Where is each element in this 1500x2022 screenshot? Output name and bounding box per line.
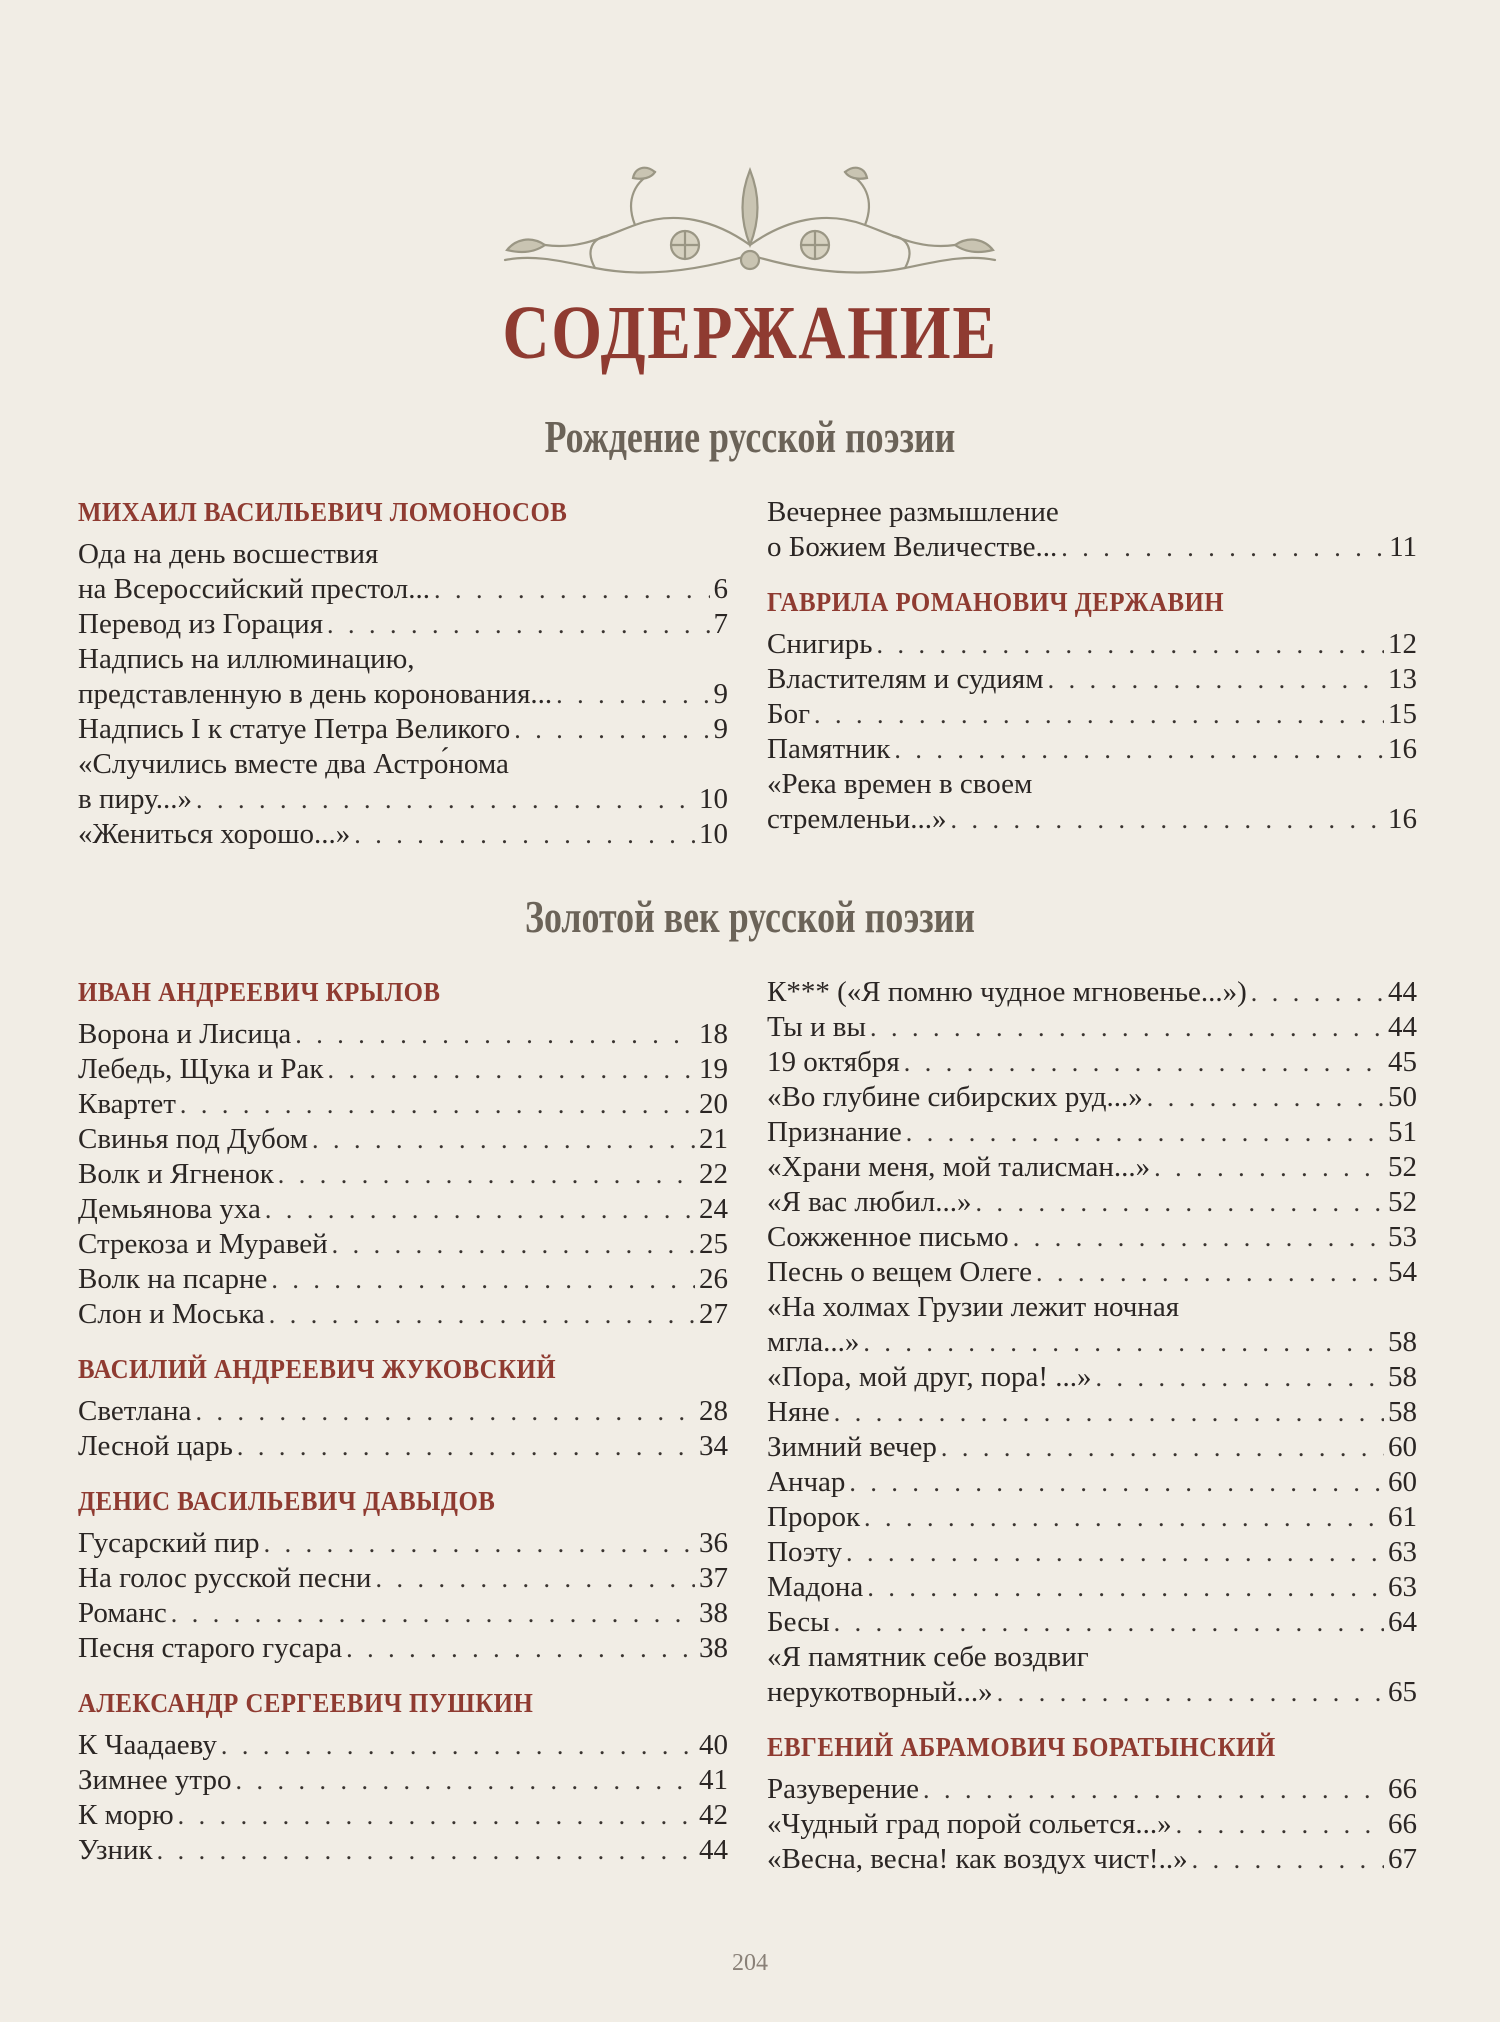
- toc-entry[interactable]: [78, 1192, 728, 1227]
- entry-title: «Я вас любил...»: [767, 1186, 972, 1218]
- toc-entry[interactable]: [767, 1430, 1417, 1465]
- toc-entry[interactable]: [767, 1220, 1417, 1255]
- dot-leader: [976, 1185, 1384, 1220]
- dot-leader: [265, 1192, 695, 1227]
- entry-page-number: 16: [1388, 803, 1417, 835]
- entry-page-number: 19: [699, 1053, 728, 1085]
- entry-title: Мадона: [767, 1571, 864, 1603]
- dot-leader: [846, 1535, 1384, 1570]
- entry-row: [78, 1157, 728, 1192]
- entry-row: [767, 1395, 1417, 1430]
- dot-leader: [237, 1429, 695, 1464]
- dot-leader: [870, 1010, 1384, 1045]
- entry-page-number: 64: [1388, 1606, 1417, 1638]
- entry-row: [767, 1500, 1417, 1535]
- entry-title: К морю: [78, 1799, 174, 1831]
- toc-entry[interactable]: [78, 537, 728, 607]
- entry-title: Квартет: [78, 1088, 176, 1120]
- entry-page-number: 44: [1388, 1011, 1417, 1043]
- dot-leader: [1251, 975, 1384, 1010]
- author-group: [767, 975, 1417, 1710]
- entry-page-number: 24: [699, 1193, 728, 1225]
- dot-leader: [332, 1227, 695, 1262]
- entry-row: [767, 662, 1417, 697]
- dot-leader: [295, 1017, 695, 1052]
- entry-title: мгла...»: [767, 1326, 860, 1358]
- toc-entry[interactable]: [78, 1122, 728, 1157]
- entry-title: «Весна, весна! как воздух чист!..»: [767, 1843, 1188, 1875]
- entry-row: [767, 627, 1417, 662]
- dot-leader: [514, 712, 709, 747]
- entry-row: [78, 1833, 728, 1868]
- toc-entry[interactable]: [78, 1262, 728, 1297]
- entry-row: [767, 1255, 1417, 1290]
- entry-page-number: 38: [699, 1597, 728, 1629]
- entry-title: Бог: [767, 698, 811, 730]
- dot-leader: [354, 817, 695, 852]
- entry-title: Няне: [767, 1396, 830, 1428]
- entry-title: на Всероссийский престол...: [78, 573, 430, 605]
- dot-leader: [894, 732, 1384, 767]
- entry-title: Волк на псарне: [78, 1263, 268, 1295]
- author-name: ДЕНИС ВАСИЛЬЕВИЧ ДАВЫДОВ: [78, 1486, 496, 1516]
- entry-page-number: 42: [699, 1799, 728, 1831]
- toc-entry[interactable]: [78, 642, 728, 712]
- toc-entry[interactable]: [767, 1395, 1417, 1430]
- toc-entry[interactable]: [78, 607, 728, 642]
- toc-entry[interactable]: [767, 1772, 1417, 1807]
- toc-entry[interactable]: [78, 1297, 728, 1332]
- entry-title: Демьянова уха: [78, 1193, 261, 1225]
- toc-entry[interactable]: [78, 1052, 728, 1087]
- dot-leader: [941, 1430, 1384, 1465]
- dot-leader: [1048, 662, 1384, 697]
- entry-row: [767, 975, 1417, 1010]
- dot-leader: [1147, 1080, 1384, 1115]
- entry-row: [78, 817, 728, 852]
- dot-leader: [180, 1087, 695, 1122]
- author-group: [78, 975, 728, 1332]
- dot-leader: [849, 1465, 1384, 1500]
- toc-entry[interactable]: [767, 1360, 1417, 1395]
- section-title: Золотой век русской поэзии: [525, 891, 975, 942]
- entry-row: [767, 1772, 1417, 1807]
- dot-leader: [312, 1122, 695, 1157]
- entry-page-number: 44: [1388, 976, 1417, 1008]
- entry-page-number: 20: [699, 1088, 728, 1120]
- entry-page-number: 13: [1388, 663, 1417, 695]
- dot-leader: [834, 1395, 1384, 1430]
- dot-leader: [997, 1675, 1384, 1710]
- entry-title: К Чаадаеву: [78, 1729, 217, 1761]
- author-name: ЕВГЕНИЙ АБРАМОВИЧ БОРАТЫНСКИЙ: [767, 1732, 1276, 1762]
- dot-leader: [556, 677, 709, 712]
- toc-entry[interactable]: [767, 1185, 1417, 1220]
- author-group: [78, 1352, 728, 1464]
- dot-leader: [327, 607, 709, 642]
- toc-entry[interactable]: [767, 662, 1417, 697]
- entry-title: Гусарский пир: [78, 1527, 260, 1559]
- entry-page-number: 21: [699, 1123, 728, 1155]
- entry-title: К*** («Я помню чудное мгновенье...»): [767, 976, 1247, 1008]
- entry-row: [78, 1631, 728, 1666]
- entry-title: Песня старого гусара: [78, 1632, 343, 1664]
- dot-leader: [1036, 1255, 1384, 1290]
- entry-row: [767, 1045, 1417, 1080]
- entry-row: [78, 1262, 728, 1297]
- dot-leader: [264, 1526, 695, 1561]
- toc-entry[interactable]: [78, 1526, 728, 1561]
- entry-page-number: 16: [1388, 733, 1417, 765]
- dot-leader: [1192, 1842, 1384, 1877]
- entry-page-number: 36: [699, 1527, 728, 1559]
- author-group: [78, 1686, 728, 1868]
- entry-row: [78, 1017, 728, 1052]
- entry-title: Лебедь, Щука и Рак: [78, 1053, 324, 1085]
- dot-leader: [327, 1052, 695, 1087]
- toc-entry[interactable]: [767, 1500, 1417, 1535]
- entry-row: [767, 1010, 1417, 1045]
- toc-entry[interactable]: [767, 1255, 1417, 1290]
- toc-entry[interactable]: [767, 1010, 1417, 1045]
- entry-title: Снигирь: [767, 628, 873, 660]
- toc-entry[interactable]: [767, 1115, 1417, 1150]
- entry-row: [78, 1052, 728, 1087]
- toc-entry[interactable]: [767, 495, 1417, 565]
- author-group: [78, 495, 728, 852]
- dot-leader: [814, 697, 1384, 732]
- entry-title: Зимний вечер: [767, 1431, 937, 1463]
- entry-row: [767, 1842, 1417, 1877]
- author-group: [78, 1484, 728, 1666]
- dot-leader: [375, 1561, 695, 1596]
- entry-page-number: 40: [699, 1729, 728, 1761]
- entry-title: Перевод из Горация: [78, 608, 324, 640]
- author-group: [767, 495, 1417, 565]
- entry-page-number: 22: [699, 1158, 728, 1190]
- entry-page-number: 53: [1388, 1221, 1417, 1253]
- entry-row: [767, 732, 1417, 767]
- entry-row: [767, 1430, 1417, 1465]
- toc-entry[interactable]: [767, 1080, 1417, 1115]
- toc-entry[interactable]: [78, 1596, 728, 1631]
- toc-entry[interactable]: [767, 1570, 1417, 1605]
- dot-leader: [196, 782, 695, 817]
- dot-leader: [1176, 1807, 1384, 1842]
- entry-title: Анчар: [767, 1466, 846, 1498]
- entry-title: Ворона и Лисица: [78, 1018, 292, 1050]
- entry-row: [78, 712, 728, 747]
- entry-row: [767, 530, 1417, 565]
- entry-page-number: 63: [1388, 1571, 1417, 1603]
- entry-page-number: 12: [1388, 628, 1417, 660]
- entry-page-number: 54: [1388, 1256, 1417, 1288]
- entry-title: «Храни меня, мой талисман...»: [767, 1151, 1151, 1183]
- entry-page-number: 52: [1388, 1151, 1417, 1183]
- entry-title: Памятник: [767, 733, 891, 765]
- entry-row: [78, 1122, 728, 1157]
- author-name: ВАСИЛИЙ АНДРЕЕВИЧ ЖУКОВСКИЙ: [78, 1354, 557, 1384]
- toc-column-right: [767, 975, 1417, 1897]
- entry-page-number: 61: [1388, 1501, 1417, 1533]
- entry-row: [767, 1360, 1417, 1395]
- entry-title: Слон и Моська: [78, 1298, 265, 1330]
- entry-title: На голос русской песни: [78, 1562, 372, 1594]
- entry-page-number: 10: [699, 818, 728, 850]
- entry-title-line: Надпись на иллюминацию,: [78, 643, 415, 675]
- toc-entry[interactable]: [78, 1561, 728, 1596]
- entry-title: Узник: [78, 1834, 153, 1866]
- dot-leader: [867, 1570, 1384, 1605]
- entry-row: [767, 1807, 1417, 1842]
- entry-page-number: 9: [713, 713, 728, 745]
- entry-title: Надпись I к статуе Петра Великого: [78, 713, 511, 745]
- entry-row: [78, 1227, 728, 1262]
- author-name: ГАВРИЛА РОМАНОВИЧ ДЕРЖАВИН: [767, 587, 1225, 617]
- entry-title: Зимнее утро: [78, 1764, 232, 1796]
- entry-row: [767, 1220, 1417, 1255]
- dot-leader: [221, 1728, 695, 1763]
- toc-entry[interactable]: [78, 1429, 728, 1464]
- entry-title-line: «Случились вместе два Астро́нома: [78, 748, 509, 780]
- toc-entry[interactable]: [767, 1465, 1417, 1500]
- entry-page-number: 26: [699, 1263, 728, 1295]
- entry-row: [767, 1675, 1417, 1710]
- floral-ornament-icon: [485, 150, 1015, 290]
- entry-page-number: 65: [1388, 1676, 1417, 1708]
- entry-page-number: 28: [699, 1395, 728, 1427]
- dot-leader: [269, 1297, 695, 1332]
- entry-row: [78, 1728, 728, 1763]
- toc-entry[interactable]: [78, 1157, 728, 1192]
- entry-title: «Во глубине сибирских руд...»: [767, 1081, 1143, 1113]
- entry-row: [78, 572, 728, 607]
- dot-leader: [877, 627, 1384, 662]
- toc-entry[interactable]: [767, 697, 1417, 732]
- toc-entry[interactable]: [767, 1640, 1417, 1710]
- entry-row: [767, 1570, 1417, 1605]
- entry-row: [767, 1535, 1417, 1570]
- entry-row: [78, 1297, 728, 1332]
- entry-title-line: Ода на день восшествия: [78, 538, 379, 570]
- toc-entry[interactable]: [78, 747, 728, 817]
- dot-leader: [235, 1763, 695, 1798]
- entry-title: Песнь о вещем Олеге: [767, 1256, 1033, 1288]
- entry-title: Свинья под Дубом: [78, 1123, 309, 1155]
- entry-title: Стрекоза и Муравей: [78, 1228, 328, 1260]
- entry-row: [78, 782, 728, 817]
- entry-row: [767, 1605, 1417, 1640]
- entry-title: Сожженное письмо: [767, 1221, 1009, 1253]
- entry-row: [767, 1325, 1417, 1360]
- author-group: [767, 1730, 1417, 1877]
- dot-leader: [157, 1833, 695, 1868]
- toc-entry[interactable]: [78, 817, 728, 852]
- entry-page-number: 63: [1388, 1536, 1417, 1568]
- entry-row: [78, 1192, 728, 1227]
- entry-title: Ты и вы: [767, 1011, 866, 1043]
- author-name: ИВАН АНДРЕЕВИЧ КРЫЛОВ: [78, 977, 441, 1007]
- entry-page-number: 7: [713, 608, 728, 640]
- toc-entry[interactable]: [767, 1045, 1417, 1080]
- entry-page-number: 44: [699, 1834, 728, 1866]
- toc-entry[interactable]: [78, 1798, 728, 1833]
- entry-row: [78, 1798, 728, 1833]
- toc-entry[interactable]: [78, 1227, 728, 1262]
- dot-leader: [178, 1798, 695, 1833]
- dot-leader: [950, 802, 1384, 837]
- entry-title: нерукотворный...»: [767, 1676, 993, 1708]
- toc-entry[interactable]: [767, 1842, 1417, 1877]
- entry-title: Разуверение: [767, 1773, 920, 1805]
- toc-entry[interactable]: [767, 732, 1417, 767]
- entry-row: [78, 1763, 728, 1798]
- entry-page-number: 58: [1388, 1326, 1417, 1358]
- toc-column-right: [767, 495, 1417, 857]
- author-name: МИХАИЛ ВАСИЛЬЕВИЧ ЛОМОНОСОВ: [78, 497, 568, 527]
- entry-title: о Божием Величестве...: [767, 531, 1058, 563]
- dot-leader: [864, 1500, 1384, 1535]
- entry-title: Бесы: [767, 1606, 830, 1638]
- entry-page-number: 25: [699, 1228, 728, 1260]
- toc-entry[interactable]: [78, 1763, 728, 1798]
- entry-page-number: 45: [1388, 1046, 1417, 1078]
- toc-entry[interactable]: [78, 1017, 728, 1052]
- entry-title-line: «Я памятник себе воздвиг: [767, 1641, 1089, 1673]
- entry-title: представленную в день коронования...: [78, 678, 553, 710]
- dot-leader: [1013, 1220, 1384, 1255]
- dot-leader: [1154, 1150, 1384, 1185]
- entry-row: [767, 1185, 1417, 1220]
- section-title: Рождение русской поэзии: [544, 411, 956, 462]
- entry-page-number: 6: [713, 573, 728, 605]
- entry-page-number: 9: [713, 678, 728, 710]
- entry-title: стремленьи...»: [767, 803, 947, 835]
- toc-entry[interactable]: [78, 1728, 728, 1763]
- toc-entry[interactable]: [78, 1394, 728, 1429]
- entry-page-number: 58: [1388, 1396, 1417, 1428]
- entry-row: [767, 697, 1417, 732]
- entry-page-number: 15: [1388, 698, 1417, 730]
- entry-title: 19 октября: [767, 1046, 900, 1078]
- entry-row: [767, 1080, 1417, 1115]
- page-number: 204: [732, 1950, 768, 1976]
- entry-title-line: Вечернее размышление: [767, 496, 1059, 528]
- entry-title: Властителям и судиям: [767, 663, 1044, 695]
- entry-page-number: 37: [699, 1562, 728, 1594]
- toc-entry[interactable]: [767, 975, 1417, 1010]
- entry-title-line: «Река времен в своем: [767, 768, 1033, 800]
- entry-page-number: 60: [1388, 1431, 1417, 1463]
- toc-entry[interactable]: [78, 1833, 728, 1868]
- entry-page-number: 66: [1388, 1808, 1417, 1840]
- entry-row: [78, 1561, 728, 1596]
- entry-row: [767, 1150, 1417, 1185]
- toc-entry[interactable]: [767, 1605, 1417, 1640]
- dot-leader: [171, 1596, 695, 1631]
- entry-title: Признание: [767, 1116, 902, 1148]
- entry-page-number: 66: [1388, 1773, 1417, 1805]
- entry-title: Волк и Ягненок: [78, 1158, 274, 1190]
- entry-title: в пиру...»: [78, 783, 192, 815]
- entry-row: [767, 1465, 1417, 1500]
- author-group: [767, 585, 1417, 837]
- entry-title: Светлана: [78, 1395, 192, 1427]
- entry-page-number: 38: [699, 1632, 728, 1664]
- dot-leader: [906, 1115, 1384, 1150]
- entry-page-number: 41: [699, 1764, 728, 1796]
- dot-leader: [923, 1772, 1384, 1807]
- entry-row: [78, 1429, 728, 1464]
- dot-leader: [434, 572, 710, 607]
- toc-column-left: [78, 495, 728, 872]
- entry-page-number: 58: [1388, 1361, 1417, 1393]
- entry-title: Романс: [78, 1597, 167, 1629]
- entry-row: [78, 1087, 728, 1122]
- toc-entry[interactable]: [767, 1290, 1417, 1360]
- toc-entry[interactable]: [767, 1807, 1417, 1842]
- entry-title: Лесной царь: [78, 1430, 233, 1462]
- dot-leader: [834, 1605, 1384, 1640]
- dot-leader: [863, 1325, 1384, 1360]
- toc-entry[interactable]: [767, 627, 1417, 662]
- dot-leader: [1061, 530, 1385, 565]
- entry-page-number: 60: [1388, 1466, 1417, 1498]
- entry-row: [78, 1394, 728, 1429]
- entry-page-number: 11: [1389, 531, 1417, 563]
- toc-entry[interactable]: [78, 1631, 728, 1666]
- toc-column-left: [78, 975, 728, 1888]
- entry-row: [767, 802, 1417, 837]
- entry-title-line: «На холмах Грузии лежит ночная: [767, 1291, 1180, 1323]
- entry-row: [78, 607, 728, 642]
- dot-leader: [904, 1045, 1384, 1080]
- entry-row: [767, 1115, 1417, 1150]
- toc-entry[interactable]: [78, 1087, 728, 1122]
- toc-entry[interactable]: [767, 1150, 1417, 1185]
- entry-row: [78, 1596, 728, 1631]
- entry-row: [78, 677, 728, 712]
- dot-leader: [195, 1394, 695, 1429]
- dot-leader: [346, 1631, 695, 1666]
- entry-page-number: 52: [1388, 1186, 1417, 1218]
- dot-leader: [1095, 1360, 1384, 1395]
- entry-title: Поэту: [767, 1536, 843, 1568]
- entry-title: «Жениться хорошо...»: [78, 818, 351, 850]
- dot-leader: [271, 1262, 695, 1297]
- entry-page-number: 51: [1388, 1116, 1417, 1148]
- entry-page-number: 34: [699, 1430, 728, 1462]
- author-name: АЛЕКСАНДР СЕРГЕЕВИЧ ПУШКИН: [78, 1688, 534, 1718]
- page-title: СОДЕРЖАНИЕ: [502, 291, 998, 375]
- entry-page-number: 27: [699, 1298, 728, 1330]
- entry-page-number: 67: [1388, 1843, 1417, 1875]
- entry-title: «Чудный град порой сольется...»: [767, 1808, 1172, 1840]
- entry-row: [78, 1526, 728, 1561]
- entry-title: Пророк: [767, 1501, 861, 1533]
- toc-entry[interactable]: [78, 712, 728, 747]
- entry-page-number: 18: [699, 1018, 728, 1050]
- entry-page-number: 10: [699, 783, 728, 815]
- entry-page-number: 50: [1388, 1081, 1417, 1113]
- entry-title: «Пора, мой друг, пора! ...»: [767, 1361, 1092, 1393]
- toc-entry[interactable]: [767, 1535, 1417, 1570]
- toc-entry[interactable]: [767, 767, 1417, 837]
- dot-leader: [278, 1157, 695, 1192]
